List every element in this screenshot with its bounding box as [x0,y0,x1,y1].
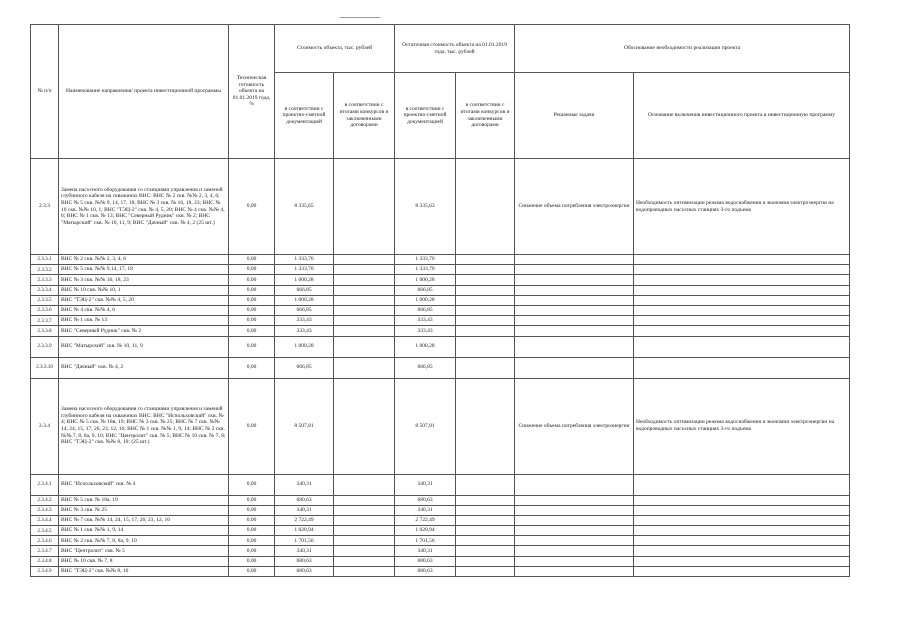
cell-task: Снижение объема потребления электроэнергии [515,159,634,255]
cell-task [515,265,634,275]
cell-num: 2.3.3.6 [31,305,59,315]
table-row [31,526,850,536]
cell-readiness: 0,00 [229,378,275,474]
cell-name: ВНС "Дачный" скв. № 4, 2 [59,357,229,378]
cell-residual: 333,43 [395,326,456,336]
cell-cost-tenders [334,255,395,265]
cell-residual-tenders [456,316,515,326]
cell-cost-tenders [334,305,395,315]
cell-num: 2.3.3.3 [31,275,59,285]
cell-name: ВНС № 1 скв. № 13 [59,316,229,326]
header-readiness: Техническая готовность объекта на 01.01.2019 года, % [229,25,275,159]
cell-cost: 1 701,56 [275,536,334,546]
cell-residual: 666,85 [395,285,456,295]
cell-basis [634,285,850,295]
cell-basis [634,255,850,265]
cell-readiness: 0,00 [229,566,275,576]
cell-num: 2.3.4.3 [31,505,59,515]
cell-cost: 340,31 [275,546,334,556]
cell-task [515,474,634,495]
cell-residual-tenders [456,255,515,265]
cell-cost-tenders [334,285,395,295]
cell-cost-tenders [334,159,395,255]
cell-residual-tenders [456,275,515,285]
cell-basis [634,326,850,336]
cell-cost: 666,85 [275,357,334,378]
cell-task [515,336,634,357]
cell-task: Снижение объема потребления электроэнергии [515,378,634,474]
cell-readiness: 0,00 [229,275,275,285]
cell-readiness: 0,00 [229,295,275,305]
cell-num: 2.3.3.9 [31,336,59,357]
table-row [31,546,850,556]
cell-num: 2.3.4.2 [31,495,59,505]
cell-residual: 680,63 [395,495,456,505]
cell-num: 2.3.4.8 [31,556,59,566]
cell-name: ВНС № 10 скв. №№ 10, 1 [59,285,229,295]
cell-residual-tenders [456,326,515,336]
cell-task [515,275,634,285]
cell-residual: 2 722,49 [395,515,456,525]
header-residual-estimate: в соответствии с проектно-сметной документацией [395,73,456,159]
cell-residual-tenders [456,546,515,556]
cell-basis [634,526,850,536]
cell-basis: Необходимость оптимизации режима водоснабжения и экономия электроэнергии на водопроводных насосных станциях 3-го подъема [634,159,850,255]
cell-basis [634,275,850,285]
table-row [31,316,850,326]
cell-cost: 8 335,65 [275,159,334,255]
table-row [31,336,850,357]
cell-cost-tenders [334,316,395,326]
cell-readiness: 0,00 [229,536,275,546]
cell-basis [634,316,850,326]
cell-basis [634,546,850,556]
cell-task [515,546,634,556]
cell-task [515,515,634,525]
cell-task [515,566,634,576]
cell-cost: 666,85 [275,285,334,295]
cell-name: ВНС № 5 скв. №№ 9,14, 17, 18 [59,265,229,275]
cell-name: ВНС № 4 скв. №№ 4, 6 [59,305,229,315]
table-row-main [31,378,850,474]
cell-cost-tenders [334,556,395,566]
cell-cost-tenders [334,265,395,275]
cell-residual-tenders [456,474,515,495]
table-row [31,505,850,515]
header-cost: Стоимость объекта, тыс. рублей [275,25,395,73]
cell-readiness: 0,00 [229,326,275,336]
cell-basis [634,495,850,505]
cell-readiness: 0,00 [229,336,275,357]
cell-residual-tenders [456,285,515,295]
cell-residual: 340,31 [395,546,456,556]
header-num: № п/п [31,25,59,159]
cell-readiness: 0,00 [229,159,275,255]
cell-cost-tenders [334,326,395,336]
cell-cost: 340,31 [275,505,334,515]
investment-program-table [30,24,850,577]
cell-basis [634,566,850,576]
header-basis: Основание включения инвестиционного проекта в инвестиционную программу [634,73,850,159]
cell-residual-tenders [456,265,515,275]
cell-residual-tenders [456,378,515,474]
cell-name: ВНС "Матырский" скв. № 10, 11, 9 [59,336,229,357]
cell-residual: 340,31 [395,474,456,495]
table-row [31,265,850,275]
table-row [31,326,850,336]
cell-readiness: 0,00 [229,526,275,536]
cell-residual: 340,31 [395,505,456,515]
cell-residual-tenders [456,295,515,305]
cell-cost-tenders [334,378,395,474]
cell-residual: 1 000,28 [395,336,456,357]
header-cost-estimate: в соответствии с проектно-сметной документацией [275,73,334,159]
cell-name: ВНС № 3 скв. №№ 16, 18, 23 [59,275,229,285]
table-row-main [31,159,850,255]
cell-residual-tenders [456,556,515,566]
cell-num: 2.3.4.4 [31,515,59,525]
table-row [31,515,850,525]
cell-basis [634,295,850,305]
table-row [31,275,850,285]
cell-name: ВНС № 7 скв. №№ 14, 24, 15, 17, 26, 23, 12, 16 [59,515,229,525]
cell-residual: 1 701,56 [395,536,456,546]
cell-residual: 8 507,81 [395,378,456,474]
cell-task [515,536,634,546]
cell-name: ВНС № 5 скв. № 18а, 19 [59,495,229,505]
cell-basis [634,515,850,525]
cell-task [515,556,634,566]
cell-basis [634,336,850,357]
cell-cost-tenders [334,546,395,556]
cell-num: 2.3.4.1 [31,474,59,495]
cell-residual: 1 333,70 [395,265,456,275]
table-row [31,305,850,315]
cell-task [515,255,634,265]
cell-cost: 680,63 [275,556,334,566]
cell-task [515,295,634,305]
cell-basis [634,474,850,495]
cell-basis [634,536,850,546]
cell-residual: 333,43 [395,316,456,326]
cell-basis [634,265,850,275]
cell-num: 2.3.4.5 [31,526,59,536]
cell-cost: 333,43 [275,316,334,326]
table-row [31,495,850,505]
cell-name: ВНС № 3 скв. № 25 [59,505,229,515]
cell-basis [634,357,850,378]
cell-residual-tenders [456,357,515,378]
cell-residual-tenders [456,515,515,525]
cell-residual: 1 000,28 [395,275,456,285]
cell-cost: 333,43 [275,326,334,336]
cell-cost: 1 333,70 [275,265,334,275]
cell-cost: 8 507,81 [275,378,334,474]
cell-readiness: 0,00 [229,357,275,378]
cell-num: 2.3.3 [31,159,59,255]
cell-residual: 680,63 [395,556,456,566]
cell-readiness: 0,00 [229,474,275,495]
cell-cost: 666,85 [275,305,334,315]
header-justification: Обоснование необходимости реализации проекта [515,25,850,73]
cell-residual-tenders [456,336,515,357]
cell-num: 2.3.4 [31,378,59,474]
header-name: Наименование направления/ проекта инвестиционной программы [59,25,229,159]
cell-cost: 680,63 [275,566,334,576]
cell-name: Замена насосного оборудования со станциями управления и заменой глубинного кабеля на скважинах ВНС: ВНС "Испольховский" скв. № 4; ВНС № 5 скв. № 18в, 19; ВНС № 3 скв. № 25; ВНС № 7 скв. №№ 14, 24, 15, 17, 26, 23, 12, 16; ВНС № 1 скв. №№ 1, 9, 14; ВНС № 2 скв. №№ 7, 8, 8а, 9, 10; ВНС "Центролит" скв. № 5; ВНС № 10 скв. № 7, 8; ВНС "ТЭЦ-2" скв. №№ 8, 10; (25 шт.) [59,378,229,474]
table-row [31,566,850,576]
cell-residual-tenders [456,305,515,315]
cell-readiness: 0,00 [229,285,275,295]
cell-readiness: 0,00 [229,305,275,315]
cell-basis [634,505,850,515]
cell-num: 2.3.3.1 [31,255,59,265]
cell-name: ВНС № 2 скв. №№ 7, 8, 8а, 9, 10 [59,536,229,546]
cell-residual: 1 333,70 [395,255,456,265]
table-row [31,474,850,495]
cell-cost-tenders [334,526,395,536]
cell-readiness: 0,00 [229,316,275,326]
cell-readiness: 0,00 [229,495,275,505]
table-row [31,255,850,265]
header-cost-tenders: в соответствии с итогами конкурсов и заключенными договорами [334,73,395,159]
cell-task [515,505,634,515]
cell-cost: 1 020,94 [275,526,334,536]
cell-cost-tenders [334,357,395,378]
cell-num: 2.3.3.7 [31,316,59,326]
cell-task [515,326,634,336]
header-residual-tenders: в соответствии с итогами конкурсов и заключенными договорами [456,73,515,159]
cell-basis [634,556,850,566]
cell-cost: 1 333,70 [275,255,334,265]
cell-residual: 680,63 [395,566,456,576]
cell-cost-tenders [334,495,395,505]
cell-cost: 1 000,28 [275,275,334,285]
cell-readiness: 0,00 [229,265,275,275]
table-row [31,536,850,546]
cell-task [515,357,634,378]
cell-readiness: 0,00 [229,505,275,515]
cell-num: 2.3.3.5 [31,295,59,305]
cell-num: 2.3.4.9 [31,566,59,576]
document-sheet [30,24,850,577]
cell-cost-tenders [334,275,395,285]
cell-cost-tenders [334,336,395,357]
cell-task [515,495,634,505]
cell-cost: 340,31 [275,474,334,495]
cell-name: Замена насосного оборудования со станциями управления и заменой глубинного кабеля на скважинах ВНС: ВНС № 2 скв. №№ 2, 3, 4, 6; ВНС № 5 скв. №№ 9, 14, 17, 18; ВНС № 3 скв. № 16, 18, 23; ВНС № 10 скв. №№ 10, 1; ВНС "ТЭЦ-2" скв. № 4, 5, 20; ВНС № 4 скв. №№ 4, 6; ВНС № 1 скв. № 13; ВНС "Северный Рудник" скв. № 2; ВНС "Матырский" скв. № 10, 11, 9; ВНС "Дачный" скв. № 4, 2 (25 шт.) [59,159,229,255]
cell-readiness: 0,00 [229,556,275,566]
cell-task [515,305,634,315]
cell-num: 2.3.4.6 [31,536,59,546]
table-row [31,357,850,378]
cell-basis: Необходимость оптимизации режима водоснабжения и экономии электроэнергии на водопроводных насосных станциях 3-го подъема [634,378,850,474]
cell-residual: 1 020,94 [395,526,456,536]
cell-residual: 8 335,63 [395,159,456,255]
cell-cost-tenders [334,505,395,515]
cell-num: 2.3.3.8 [31,326,59,336]
cell-readiness: 0,00 [229,255,275,265]
cell-name: ВНС "Северный Рудник" скв. № 2 [59,326,229,336]
cell-cost: 2 722,49 [275,515,334,525]
cell-name: ВНС "Центролит" скв. № 5 [59,546,229,556]
cell-cost-tenders [334,536,395,546]
table-row [31,285,850,295]
cell-residual: 1 000,28 [395,295,456,305]
cell-cost: 680,63 [275,495,334,505]
table-row [31,295,850,305]
cell-name: ВНС № 10 скв. № 7, 8 [59,556,229,566]
cell-readiness: 0,00 [229,515,275,525]
cell-num: 2.3.3.2 [31,265,59,275]
cell-name: ВНС "Испольховский" скв. № 4 [59,474,229,495]
header-residual: Остаточная стоимость объекта на 01.01.2019 года, тыс. рублей [395,25,515,73]
cell-name: ВНС "ТЭЦ-2" скв. №№ 4, 5, 20 [59,295,229,305]
cell-residual-tenders [456,159,515,255]
cell-name: ВНС № 2 скв. №№ 2, 3, 4, 6 [59,255,229,265]
cell-num: 2.3.4.7 [31,546,59,556]
cell-residual-tenders [456,495,515,505]
cell-num: 2.3.3.4 [31,285,59,295]
cell-num: 2.3.3.10 [31,357,59,378]
cell-cost: 1 000,28 [275,336,334,357]
cell-readiness: 0,00 [229,546,275,556]
cell-cost-tenders [334,515,395,525]
cell-task [515,526,634,536]
header-rule [340,17,380,18]
cell-task [515,316,634,326]
cell-cost-tenders [334,566,395,576]
cell-name: ВНС № 1 скв. №№ 1, 9, 14 [59,526,229,536]
cell-name: ВНС "ТЭЦ-2" скв. №№ 8, 10 [59,566,229,576]
cell-basis [634,305,850,315]
cell-cost-tenders [334,295,395,305]
cell-cost: 1 000,28 [275,295,334,305]
table-row [31,556,850,566]
cell-residual-tenders [456,536,515,546]
cell-task [515,285,634,295]
cell-cost-tenders [334,474,395,495]
cell-residual-tenders [456,566,515,576]
header-tasks: Решаемые задачи [515,73,634,159]
cell-residual: 666,85 [395,305,456,315]
cell-residual-tenders [456,526,515,536]
cell-residual-tenders [456,505,515,515]
cell-residual: 666,85 [395,357,456,378]
